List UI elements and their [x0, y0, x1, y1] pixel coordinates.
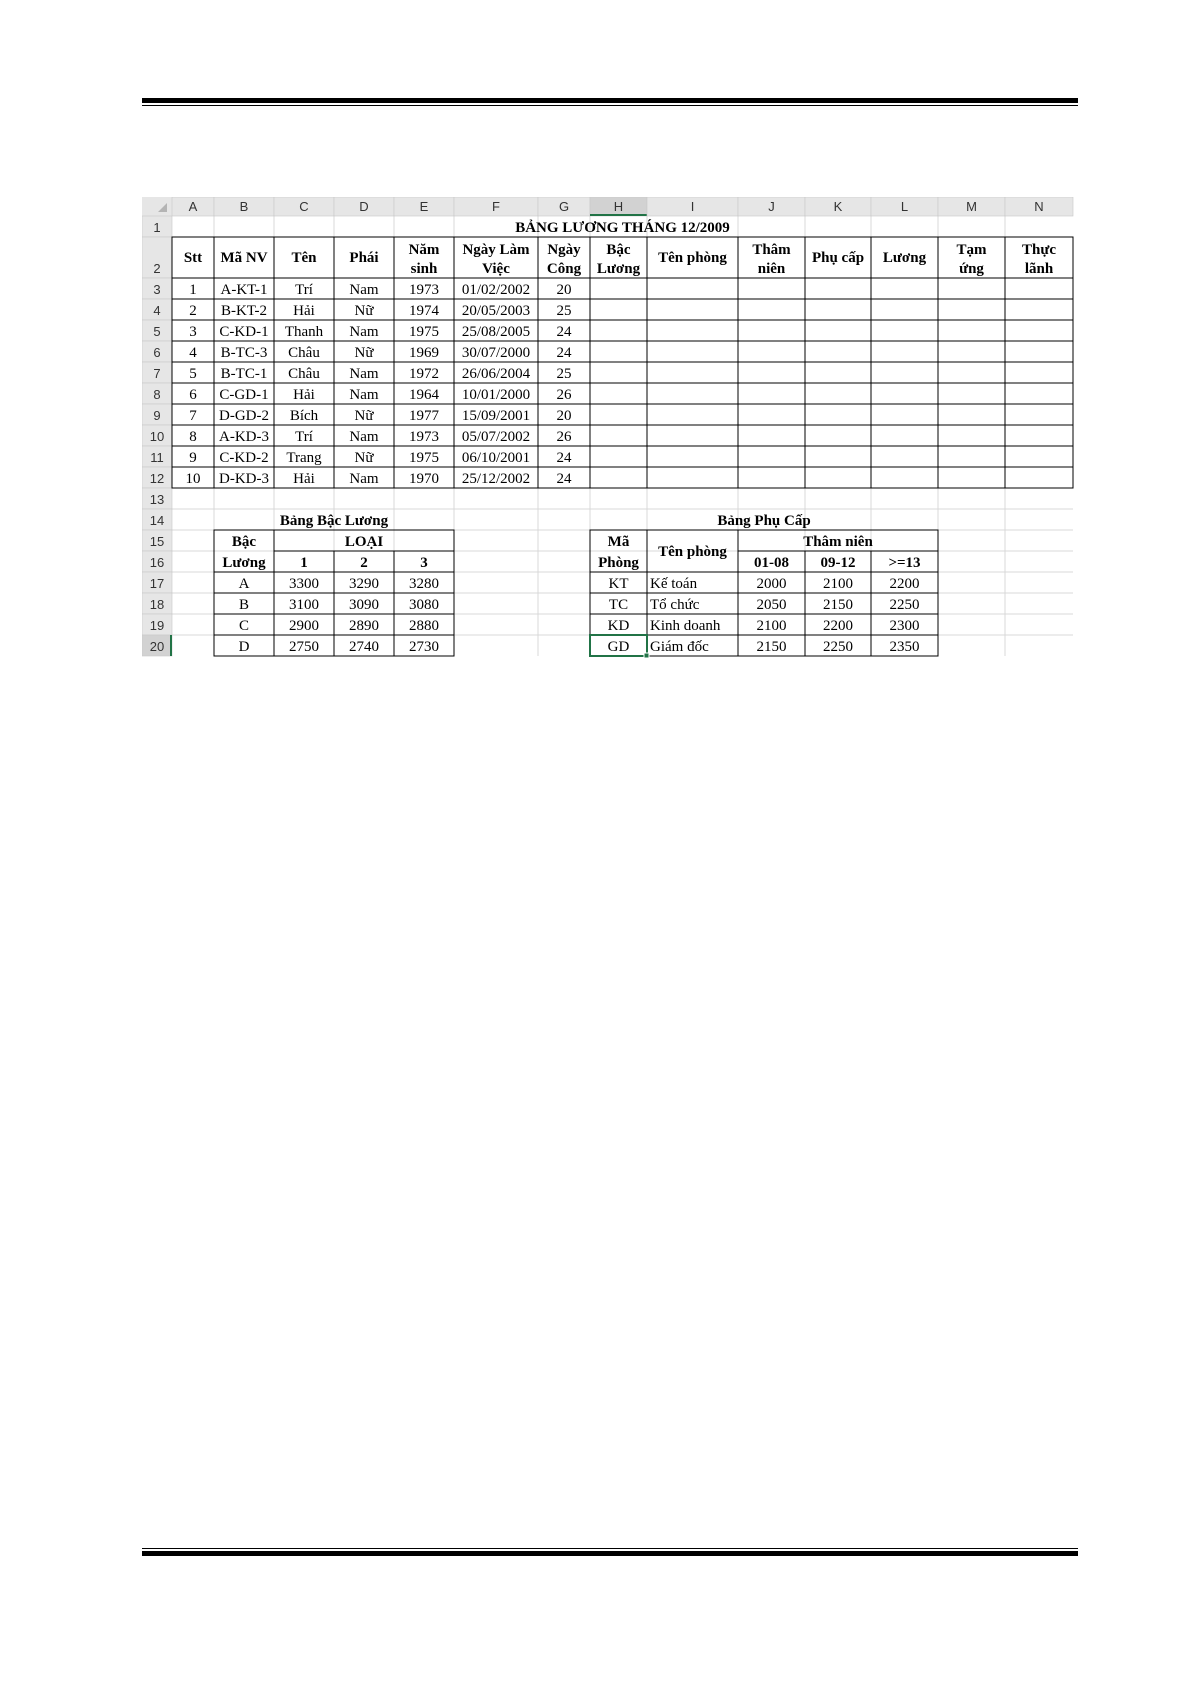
table-cell-value: 6 — [189, 387, 197, 403]
column-header-label: N — [1034, 199, 1044, 214]
table-cell-value: B-KT-2 — [220, 303, 268, 319]
header-cell: Năm — [408, 242, 440, 258]
table-cell-value: A-KD-3 — [219, 429, 269, 445]
header-cell: niên — [757, 261, 786, 277]
bac-luong-cell: 3290 — [349, 576, 379, 592]
header-cell: Thực — [1021, 242, 1057, 258]
phu-cap-cell: 2100 — [823, 576, 853, 592]
table-cell-value: Châu — [288, 366, 320, 382]
column-header-label: G — [558, 199, 570, 214]
table-cell-value: Thanh — [284, 324, 324, 340]
table-cell-value: 20 — [556, 408, 572, 424]
header-cell: Phái — [349, 250, 379, 266]
row-header-label: 1 — [153, 220, 161, 235]
header-cell: sinh — [410, 261, 438, 277]
bac-luong-cell: A — [238, 576, 250, 592]
phu-cap-title: Bảng Phụ Cấp — [717, 513, 811, 529]
header-cell: Việc — [482, 261, 510, 277]
table-cell-value: D-KD-3 — [219, 471, 269, 487]
header-cell: Bậc — [606, 242, 631, 258]
column-header-label: E — [419, 199, 429, 214]
top-rule — [142, 98, 1078, 106]
bac-luong-cell: 3300 — [289, 576, 319, 592]
table-cell-value: Nam — [349, 471, 379, 487]
spreadsheet[interactable] — [142, 197, 1074, 669]
table-cell-value: 10 — [185, 471, 201, 487]
table-cell-value: 01/02/2002 — [461, 282, 531, 298]
table-cell-value: 1 — [189, 282, 197, 298]
table-cell-value: 24 — [556, 345, 572, 361]
table-cell-value: C-KD-2 — [219, 450, 269, 466]
bac-luong-cell: B — [238, 597, 250, 613]
column-header-label: D — [359, 199, 369, 214]
table-cell-value: Nam — [349, 366, 379, 382]
phu-cap-cell: 2250 — [889, 597, 920, 613]
table-cell-value: 26 — [556, 429, 572, 445]
row-header-label: 10 — [149, 429, 165, 444]
table-cell-value: Nữ — [354, 408, 374, 424]
row-header-label: 2 — [153, 261, 161, 276]
bac-luong-cell: 3100 — [289, 597, 319, 613]
phu-cap-cell: Kế toán — [650, 576, 698, 592]
header-cell: Tên — [291, 250, 317, 266]
table-cell-value: 24 — [556, 324, 572, 340]
row-header-label: 17 — [149, 576, 165, 591]
phu-cap-cell: 2000 — [756, 576, 787, 592]
bac-luong-cell: 2750 — [289, 639, 319, 655]
table-cell-value: Nữ — [354, 303, 374, 319]
table-cell-value: Nam — [349, 429, 379, 445]
sheet-title: BẢNG LƯƠNG THÁNG 12/2009 — [515, 220, 730, 236]
phu-cap-cell: KT — [608, 576, 629, 592]
table-cell-value: 26 — [556, 387, 572, 403]
table-cell-value: 9 — [189, 450, 197, 466]
table-cell-value: Nữ — [354, 450, 374, 466]
header-cell: lãnh — [1024, 261, 1054, 277]
column-header-label: C — [299, 199, 309, 214]
phu-cap-cell: 2200 — [889, 576, 920, 592]
row-header-label: 4 — [153, 303, 161, 318]
row-header-label: 11 — [150, 450, 164, 465]
table-cell-value: 06/10/2001 — [461, 450, 531, 466]
table-cell-value: Châu — [288, 345, 320, 361]
table-cell-value: 1975 — [409, 324, 439, 340]
header-cell: Ngày Làm — [462, 242, 530, 258]
row-header-label: 7 — [153, 366, 161, 381]
row-header-label: 3 — [153, 282, 161, 297]
bac-luong-cell: D — [238, 639, 250, 655]
table-cell-value: 1964 — [409, 387, 439, 403]
table-cell-value: Hải — [293, 471, 315, 487]
table-cell-value: 1974 — [409, 303, 439, 319]
bac-luong-cell: 3280 — [409, 576, 439, 592]
phu-cap-cell: 2100 — [756, 618, 787, 634]
bac-luong-cell: 3090 — [349, 597, 379, 613]
phu-cap-cell: KD — [607, 618, 630, 634]
bac-luong-cell: 2900 — [289, 618, 319, 634]
table-cell-value: A-KT-1 — [220, 282, 268, 298]
ma-phong-header: Phòng — [598, 555, 639, 571]
table-cell-value: Nữ — [354, 345, 374, 361]
table-cell-value: 1973 — [409, 429, 439, 445]
table-cell-value: 20 — [556, 282, 572, 298]
column-header-label: F — [492, 199, 500, 214]
phu-cap-cell: Giám đốc — [650, 639, 709, 655]
table-cell-value: C-KD-1 — [219, 324, 269, 340]
loai-value: 1 — [300, 555, 308, 571]
table-cell-value: 7 — [189, 408, 197, 424]
bac-luong-header-bac: Lương — [222, 555, 266, 571]
loai-value: 3 — [420, 555, 428, 571]
table-cell-value: 2 — [189, 303, 197, 319]
table-cell-value: 25 — [556, 366, 572, 382]
table-cell-value: 15/09/2001 — [461, 408, 531, 424]
phu-cap-cell: 2150 — [823, 597, 853, 613]
phu-cap-cell: 2150 — [756, 639, 787, 655]
header-cell: Phụ cấp — [811, 250, 865, 266]
header-cell: Công — [546, 261, 582, 277]
phu-cap-cell: GD — [607, 639, 630, 655]
table-cell-value: B-TC-3 — [220, 345, 268, 361]
fill-handle[interactable] — [644, 653, 649, 658]
bac-luong-header-bac: Bậc — [231, 534, 257, 550]
table-cell-value: 26/06/2004 — [461, 366, 531, 382]
ten-phong-header: Tên phòng — [658, 544, 727, 560]
header-cell: Tên phòng — [658, 250, 727, 266]
table-cell-value: 24 — [556, 471, 572, 487]
header-cell: ứng — [959, 261, 984, 277]
tham-nien-range: 01-08 — [754, 555, 789, 571]
table-cell-value: Hải — [293, 303, 315, 319]
table-cell-value: 20/05/2003 — [461, 303, 531, 319]
bottom-rule — [142, 1548, 1078, 1556]
row-header-label: 19 — [149, 618, 165, 633]
header-cell: Mã NV — [220, 250, 268, 266]
phu-cap-cell: Kinh doanh — [650, 618, 721, 634]
header-cell: Thâm — [752, 242, 791, 258]
table-cell-value: 5 — [189, 366, 197, 382]
bac-luong-cell: 2890 — [349, 618, 379, 634]
table-cell-value: 1977 — [409, 408, 439, 424]
phu-cap-cell: 2250 — [823, 639, 853, 655]
loai-value: 2 — [360, 555, 368, 571]
table-cell-value: Nam — [349, 387, 379, 403]
table-cell-value: 24 — [556, 450, 572, 466]
table-cell-value: B-TC-1 — [220, 366, 268, 382]
phu-cap-cell: 2350 — [889, 639, 920, 655]
table-cell-value: 1970 — [409, 471, 439, 487]
row-header-label: 8 — [153, 387, 161, 402]
phu-cap-cell: TC — [608, 597, 629, 613]
table-cell-value: Nam — [349, 282, 379, 298]
tham-nien-range: 09-12 — [820, 555, 856, 571]
table-cell-value: 25/08/2005 — [461, 324, 531, 340]
table-cell-value: 1973 — [409, 282, 439, 298]
ma-phong-header: Mã — [607, 534, 630, 550]
table-cell-value: 1972 — [409, 366, 439, 382]
row-header-label: 6 — [153, 345, 161, 360]
table-cell-value: Trí — [295, 282, 313, 298]
row-header-label: 9 — [153, 408, 161, 423]
column-header-label: I — [690, 199, 695, 214]
phu-cap-cell: 2050 — [756, 597, 787, 613]
table-cell-value: 10/01/2000 — [461, 387, 531, 403]
row-header-label: 5 — [153, 324, 161, 339]
bac-luong-cell: 2880 — [409, 618, 439, 634]
table-cell-value: Nam — [349, 324, 379, 340]
row-header-label: 18 — [149, 597, 165, 612]
table-cell-value: 25/12/2002 — [461, 471, 531, 487]
column-header-label: K — [833, 199, 843, 214]
tham-nien-range: >=13 — [888, 555, 921, 571]
header-cell: Ngày — [547, 242, 581, 258]
bac-luong-cell: 2730 — [409, 639, 439, 655]
column-header-label: A — [188, 199, 198, 214]
column-header-label: H — [613, 199, 624, 214]
row-header-label: 14 — [149, 513, 165, 528]
phu-cap-cell: Tổ chức — [650, 597, 700, 613]
column-header-label: L — [900, 199, 909, 214]
header-cell: Stt — [183, 250, 203, 266]
table-cell-value: Hải — [293, 387, 315, 403]
header-cell: Lương — [596, 261, 641, 277]
phu-cap-cell: 2300 — [889, 618, 920, 634]
row-header-label: 12 — [149, 471, 165, 486]
table-cell-value: C-GD-1 — [219, 387, 269, 403]
table-cell-value: Bích — [289, 408, 319, 424]
table-cell-value: D-GD-2 — [219, 408, 269, 424]
table-cell-value: 3 — [189, 324, 197, 340]
row-header-label: 16 — [149, 555, 165, 570]
table-cell-value: 4 — [189, 345, 197, 361]
header-cell: Tạm — [956, 242, 987, 258]
row-header-label: 15 — [149, 534, 165, 549]
table-cell-value: Trí — [295, 429, 313, 445]
bac-luong-cell: 3080 — [409, 597, 439, 613]
header-cell: Lương — [882, 250, 927, 266]
table-cell-value: Trang — [286, 450, 322, 466]
bac-luong-title: Bảng Bậc Lương — [279, 513, 389, 529]
column-header-label: M — [966, 199, 977, 214]
table-cell-value: 30/07/2000 — [461, 345, 531, 361]
table-cell-value: 8 — [189, 429, 197, 445]
column-header-label: B — [239, 199, 249, 214]
table-cell-value: 25 — [556, 303, 572, 319]
column-header-label: J — [768, 199, 775, 214]
table-cell-value: 1975 — [409, 450, 439, 466]
row-header-label: 20 — [149, 639, 165, 654]
table-cell-value: 05/07/2002 — [461, 429, 531, 445]
bac-luong-cell: C — [238, 618, 250, 634]
table-cell-value: 1969 — [409, 345, 439, 361]
phu-cap-cell: 2200 — [823, 618, 853, 634]
bac-luong-cell: 2740 — [349, 639, 379, 655]
row-header-label: 13 — [149, 492, 165, 507]
loai-header: LOẠI — [344, 534, 384, 550]
tham-nien-header: Thâm niên — [803, 534, 873, 550]
